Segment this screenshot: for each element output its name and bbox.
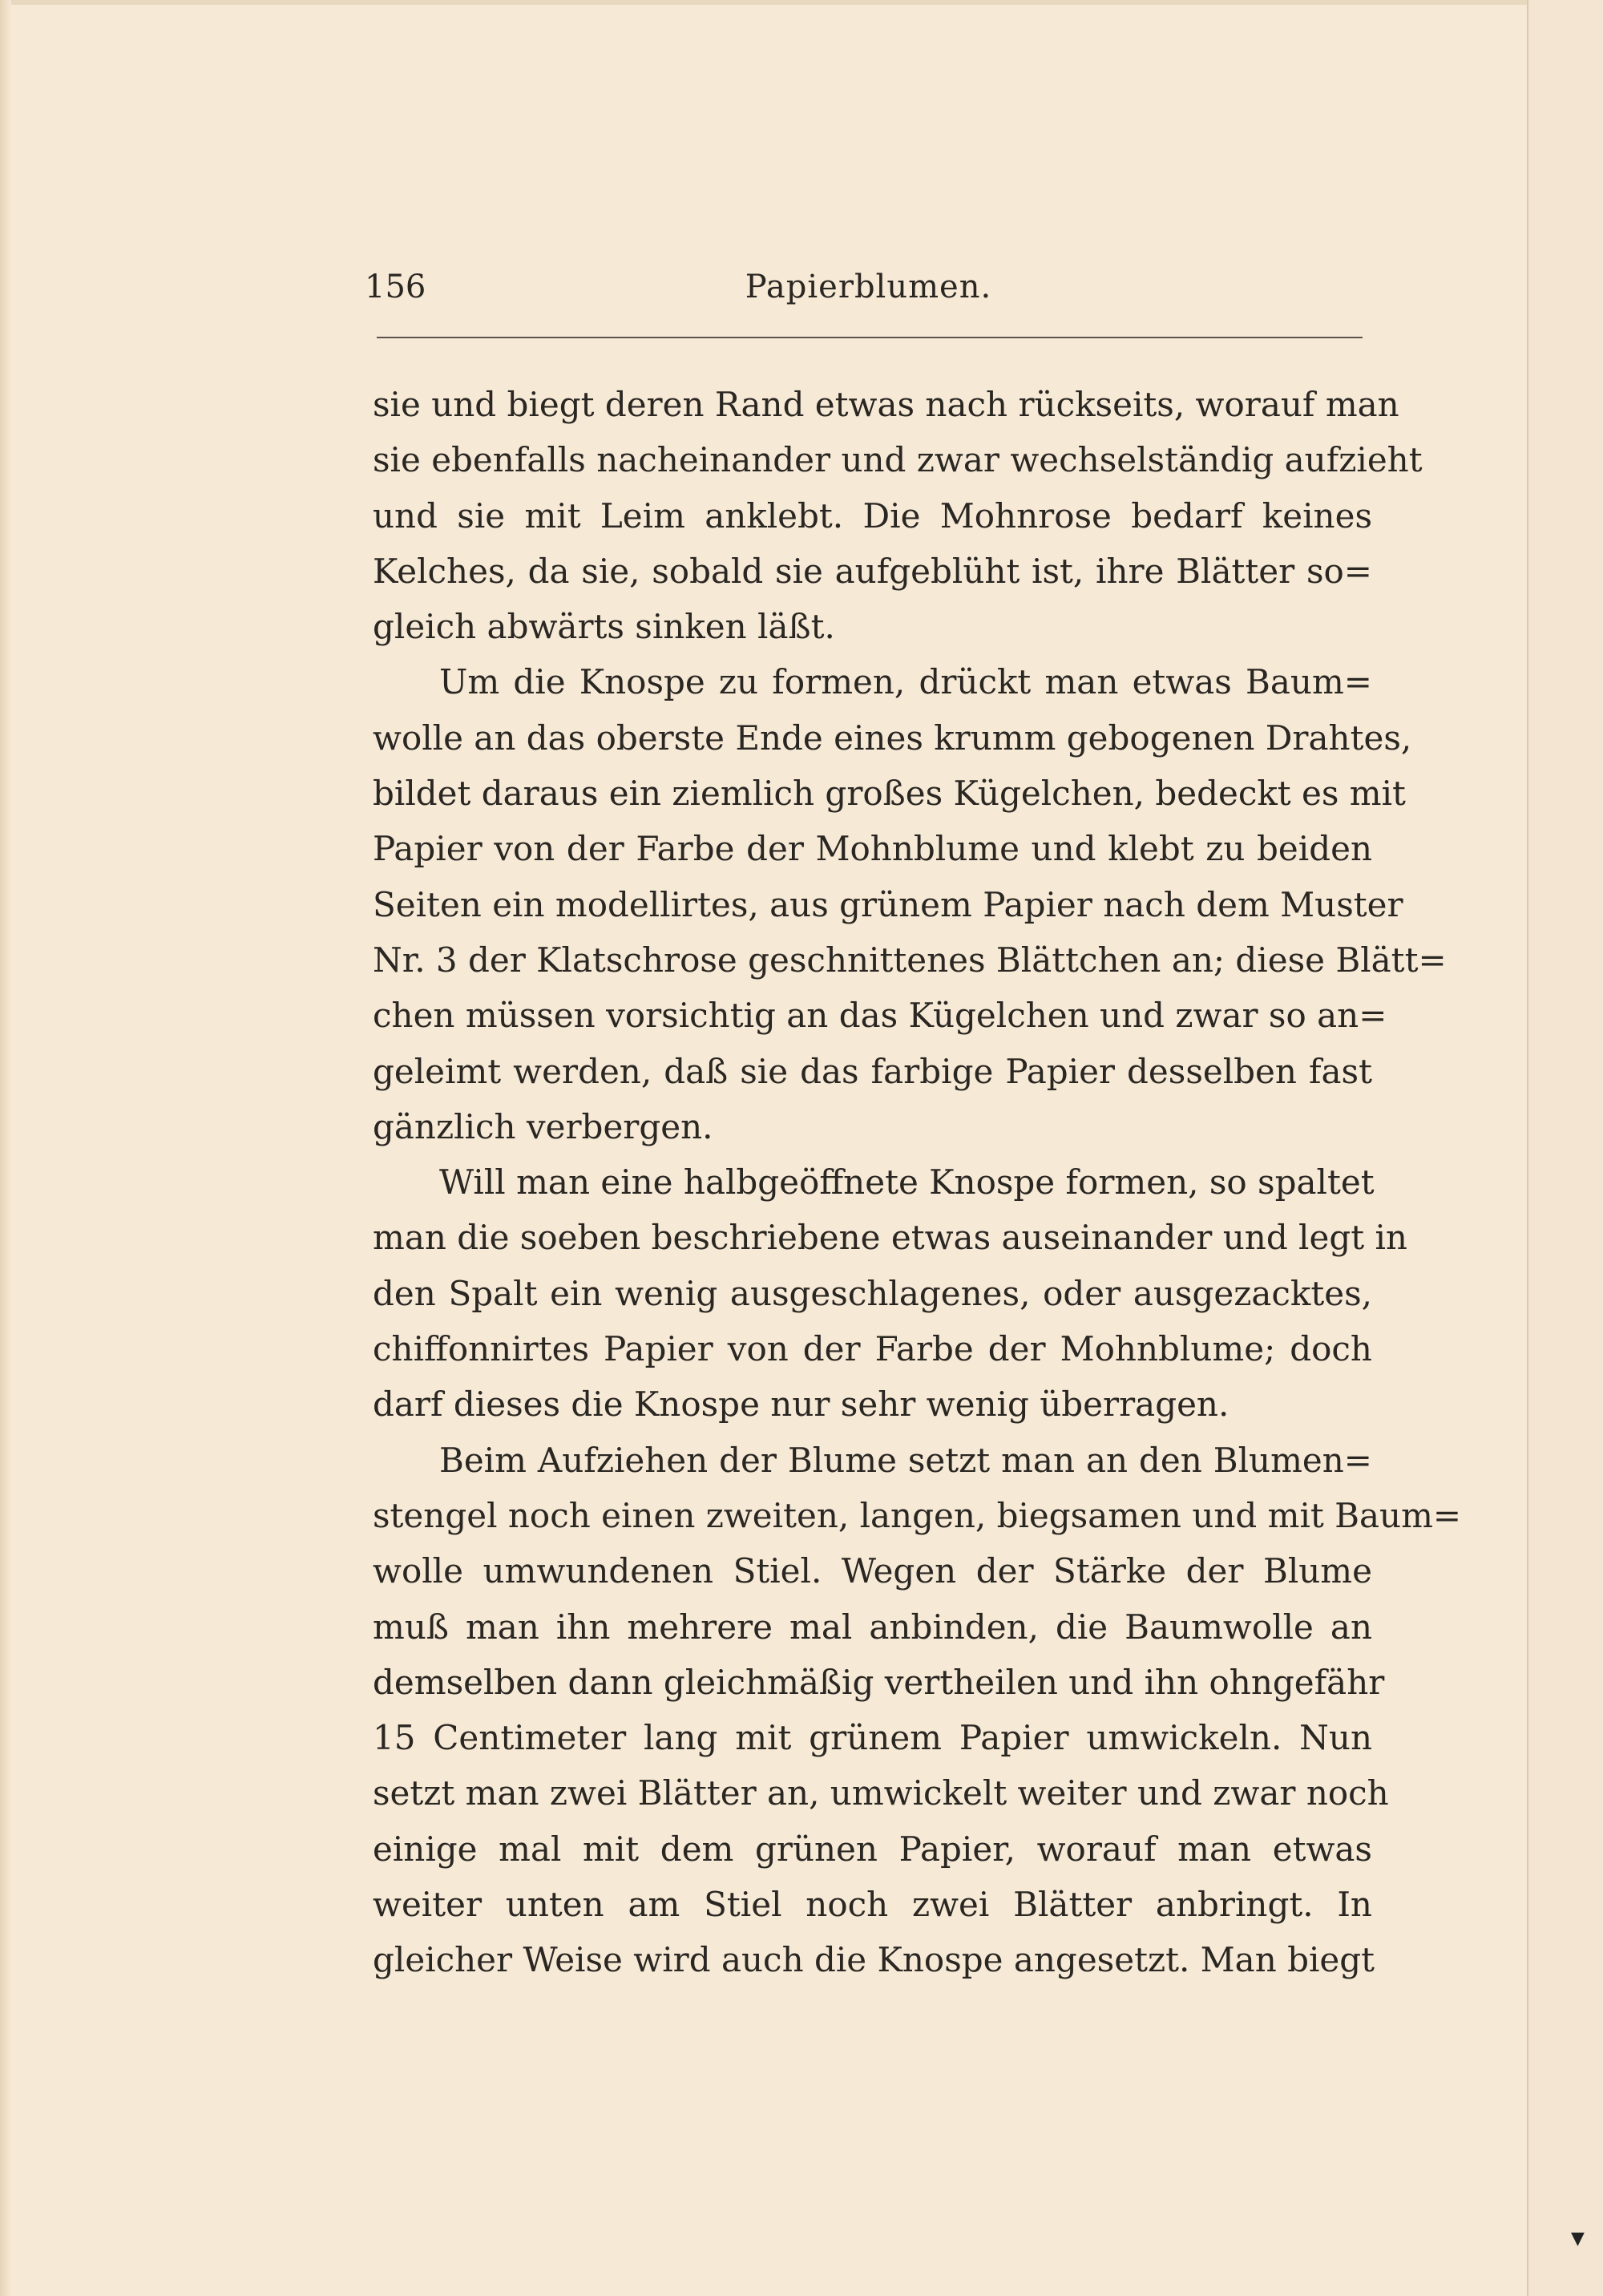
text-line: 15 Centimeter lang mit grünem Papier umwickeln. Nun <box>373 1718 1372 1758</box>
text-line: sie und biegt deren Rand etwas nach rückseits, worauf man <box>373 385 1399 424</box>
text-line: Will man eine halbgeöffnete Knospe formen, so spaltet <box>439 1162 1375 1203</box>
text-line: geleimt werden, daß sie das farbige Papier desselben fast <box>373 1051 1372 1091</box>
text-line: Seiten ein modellirtes, aus grünem Papier nach dem Muster <box>373 884 1403 924</box>
text-line: Um die Knospe zu formen, drückt man etwas Baum= <box>439 662 1372 702</box>
text-line: setzt man zwei Blätter an, umwickelt weiter und zwar noch <box>373 1773 1389 1813</box>
text-line: Kelches, da sie, sobald sie aufgeblüht ist, ihre Blätter so= <box>373 551 1372 591</box>
text-line: muß man ihn mehrere mal anbinden, die Baumwolle an <box>373 1607 1372 1647</box>
text-line: darf dieses die Knospe nur sehr wenig überragen. <box>373 1384 1230 1425</box>
header-rule <box>377 337 1363 338</box>
text-line: einige mal mit dem grünen Papier, worauf man etwas <box>373 1829 1372 1869</box>
text-line: wolle an das oberste Ende eines krumm gebogenen Drahtes, <box>373 718 1412 758</box>
page-number: 156 <box>365 269 426 305</box>
text-line: chiffonnirtes Papier von der Farbe der Mohnblume; doch <box>373 1329 1372 1369</box>
text-line: Papier von der Farbe der Mohnblume und klebt zu beiden <box>373 829 1372 869</box>
text-line: Nr. 3 der Klatschrose geschnittenes Blättchen an; diese Blätt= <box>373 940 1447 980</box>
text-line: Beim Aufziehen der Blume setzt man an den Blumen= <box>439 1440 1372 1480</box>
text-line: demselben dann gleichmäßig vertheilen und ihn ohngefähr <box>373 1662 1385 1702</box>
text-line: und sie mit Leim anklebt. Die Mohnrose bedarf keines <box>373 495 1372 536</box>
scan-marker-icon: ▼ <box>1571 2229 1585 2249</box>
page-top-edge <box>0 0 1527 5</box>
text-line: gänzlich verbergen. <box>373 1106 713 1146</box>
body-text <box>373 377 1462 1988</box>
text-line: den Spalt ein wenig ausgeschlagenes, oder ausgezacktes, <box>373 1273 1372 1313</box>
text-line: stengel noch einen zweiten, langen, biegsamen und mit Baum= <box>373 1495 1462 1535</box>
text-line: gleich abwärts sinken läßt. <box>373 607 835 647</box>
text-line: weiter unten am Stiel noch zwei Blätter anbringt. In <box>373 1885 1372 1925</box>
page-binding-shadow <box>0 0 11 2296</box>
text-line: gleicher Weise wird auch die Knospe angesetzt. Man biegt <box>373 1940 1375 1980</box>
text-line: bildet daraus ein ziemlich großes Kügelchen, bedeckt es mit <box>373 774 1406 814</box>
text-line: sie ebenfalls nacheinander und zwar wechselständig aufzieht <box>373 440 1423 480</box>
running-title: Papierblumen. <box>745 269 992 305</box>
text-line: wolle umwundenen Stiel. Wegen der Stärke der Blume <box>373 1551 1372 1591</box>
page-right-margin <box>1527 0 1603 2296</box>
running-header <box>365 269 1372 317</box>
text-line: chen müssen vorsichtig an das Kügelchen und zwar so an= <box>373 996 1387 1036</box>
text-line: man die soeben beschriebene etwas auseinander und legt in <box>373 1218 1407 1258</box>
